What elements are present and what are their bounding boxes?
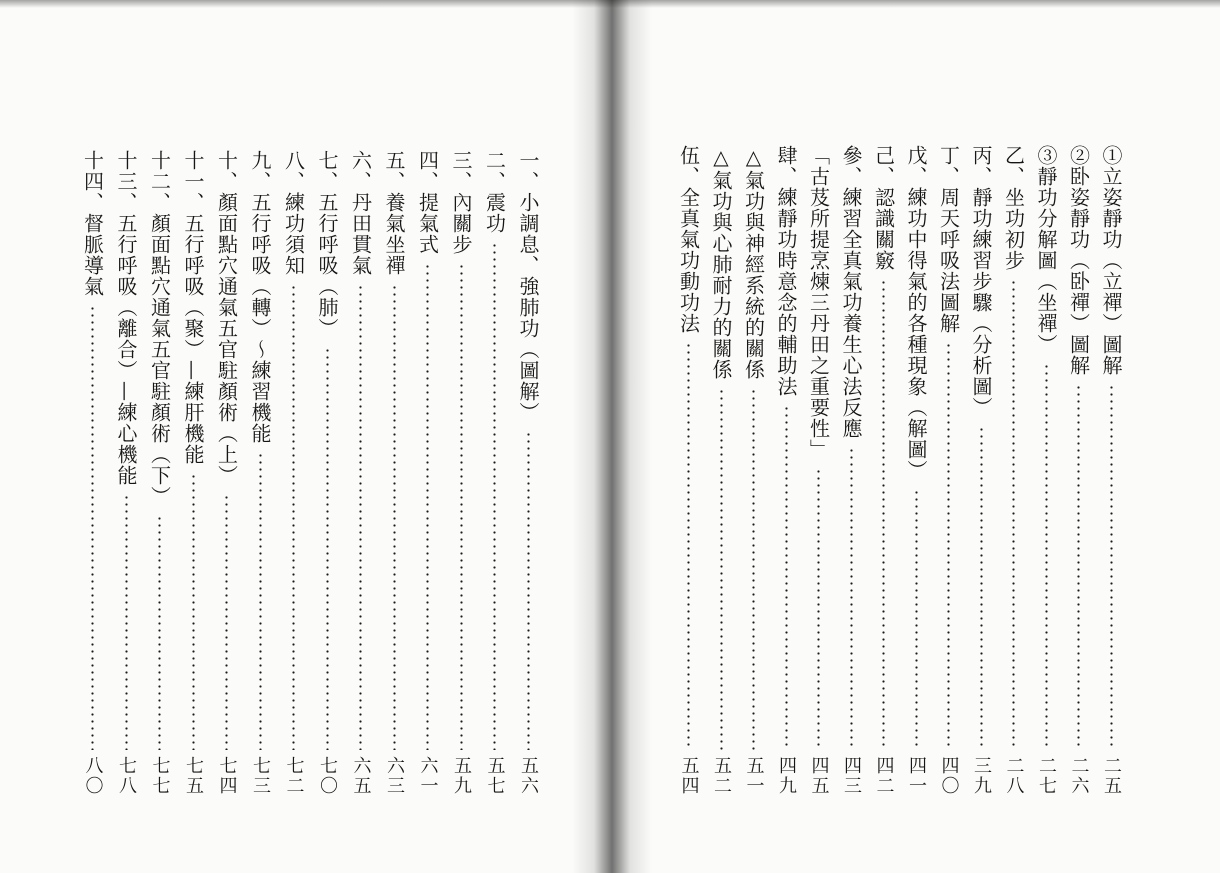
toc-entry-title: 七、五行呼吸（肺） (315, 150, 339, 339)
toc-entry-title: 乙、坐功初步 (1001, 145, 1026, 271)
toc-dot-leader (393, 284, 396, 750)
toc-entry (838, 145, 864, 800)
page-edge-shadow (0, 0, 612, 8)
toc-dot-leader (1077, 384, 1080, 750)
binding-gutter-shadow (572, 0, 612, 873)
toc-page-number: 四二 (873, 756, 895, 796)
toc-dot-leader (259, 452, 262, 750)
toc-dot-leader (225, 494, 228, 750)
toc-page-number: 五四 (678, 756, 700, 796)
toc-entry-title: 九、五行呼吸（轉）～練習機能 (248, 150, 272, 444)
toc-entry-title: 丙、靜功練習步驟（分析圖） (969, 145, 993, 418)
toc-page-number: 四〇 (938, 756, 960, 796)
toc-entry-title: ②卧姿靜功（卧禪）圖解 (1066, 145, 1091, 376)
toc-entry (348, 150, 374, 800)
right-page (612, 0, 1220, 873)
toc-page-number: 五六 (518, 756, 539, 796)
toc-dot-leader (125, 494, 128, 750)
toc-dot-leader (527, 431, 530, 750)
toc-dot-leader (359, 284, 362, 750)
toc-entry-title: 六、丹田貫氣 (348, 150, 373, 276)
toc-entry-title: △氣功與心肺耐力的關係 (709, 145, 733, 380)
toc-entry (180, 150, 206, 800)
toc-entry (247, 150, 273, 800)
toc-entry (281, 150, 307, 800)
toc-entry-title: 八、練功須知 (281, 150, 306, 276)
toc-page-number: 二八 (1003, 756, 1025, 796)
toc-page-number: 七四 (216, 756, 238, 796)
toc-dot-leader (817, 468, 820, 750)
toc-page-number: 七七 (149, 756, 171, 796)
toc-dot-leader (947, 342, 950, 750)
toc-entry (708, 145, 734, 800)
toc-entry-title: 三、內關步 (449, 150, 473, 255)
toc-entry (1033, 145, 1059, 800)
toc-entry-title: 丁、周天呼吸法圖解 (936, 145, 961, 334)
toc-dot-leader (158, 515, 161, 750)
toc-entry-title: 五、養氣坐禪 (382, 150, 406, 276)
toc-entry-title: △氣功與神經系統的關係 (741, 145, 766, 380)
toc-entry (515, 150, 541, 800)
toc-entry (871, 145, 897, 800)
toc-entry (214, 150, 240, 800)
toc-entry (147, 150, 173, 800)
toc-entry-title: 參、練習全真氣功養生心法反應 (839, 145, 863, 439)
toc-entry (903, 145, 929, 800)
toc-dot-leader (785, 405, 788, 750)
toc-page-number: 八〇 (82, 756, 104, 796)
toc-entry (1098, 145, 1124, 800)
toc-dot-leader (882, 279, 885, 750)
binding-gutter-shadow (612, 0, 652, 873)
toc-entry-title: 一、小調息、強肺功（圖解） (516, 150, 540, 423)
toc-dot-leader (326, 347, 329, 750)
toc-dot-leader (1110, 384, 1113, 750)
toc-entry-title: ①立姿靜功（立禪）圖解 (1099, 145, 1123, 376)
toc-dot-leader (292, 284, 295, 750)
toc-entry (1066, 145, 1092, 800)
toc-dot-leader (426, 263, 429, 750)
toc-entry (381, 150, 407, 800)
toc-entry-title: 十二、顏面點穴通氣五官駐顏術（下） (147, 150, 172, 507)
toc-dot-leader (980, 426, 983, 750)
toc-page-number: 七三 (250, 756, 271, 796)
toc-page-number: 六五 (350, 756, 372, 796)
toc-page-number: 七五 (183, 756, 204, 796)
toc-page-number: 二七 (1036, 756, 1057, 796)
toc-dot-leader (687, 342, 690, 750)
toc-page-number: 五九 (451, 756, 472, 796)
toc-entry (80, 150, 106, 800)
toc-entry (314, 150, 340, 800)
toc-entry-title: 十四、督脈導氣 (80, 150, 105, 297)
toc-page-number: 二六 (1068, 756, 1090, 796)
toc-dot-leader (91, 305, 94, 750)
page-edge-shadow (612, 0, 1220, 8)
toc-page-number: 四五 (808, 756, 830, 796)
toc-entry-title: ③靜功分解圖（坐禪） (1034, 145, 1058, 355)
toc-entry (806, 145, 832, 800)
toc-entry-title: 「古芨所提烹煉三丹田之重要性」 (806, 145, 831, 460)
toc-entry (482, 150, 508, 800)
toc-page-number: 六三 (384, 756, 405, 796)
toc-entry-title: 二、震功 (482, 150, 507, 234)
toc-page-number: 七二 (283, 756, 305, 796)
toc-entry (968, 145, 994, 800)
toc-dot-leader (1045, 363, 1048, 750)
toc-entry-title: 伍、全真氣功動功法 (676, 145, 701, 334)
toc-entry-title: 四、提氣式 (415, 150, 440, 255)
toc-entry-title: 十、顏面點穴通氣五官駐顏術（上） (214, 150, 239, 486)
toc-entry (676, 145, 702, 800)
toc-entry-title: 十三、五行呼吸（離合）—練心機能 (114, 150, 138, 486)
toc-dot-leader (192, 473, 195, 750)
toc-entry (741, 145, 767, 800)
toc-dot-leader (720, 388, 723, 750)
toc-page-number: 三九 (971, 756, 992, 796)
toc-entry (448, 150, 474, 800)
toc-entry (1001, 145, 1027, 800)
toc-entry-title: 己、認識關竅 (871, 145, 896, 271)
toc-dot-leader (850, 447, 853, 750)
toc-entry (773, 145, 799, 800)
toc-dot-leader (1012, 279, 1015, 750)
toc-entry-title: 肆、練靜功時意念的輔助法 (774, 145, 798, 397)
toc-dot-leader (493, 242, 496, 750)
toc-page-number: 五七 (484, 756, 506, 796)
toc-entry (113, 150, 139, 800)
toc-page-number: 四一 (906, 756, 927, 796)
toc-page-number: 五二 (711, 756, 732, 796)
toc-entry-title: 十一、五行呼吸（聚）—練肝機能 (181, 150, 205, 465)
toc-page-number: 七八 (116, 756, 137, 796)
toc-page-number: 五一 (743, 756, 765, 796)
toc-page-number: 二五 (1101, 756, 1122, 796)
toc-entry (936, 145, 962, 800)
toc-page-number: 四九 (776, 756, 797, 796)
toc-page-number: 四三 (841, 756, 862, 796)
toc-dot-leader (915, 489, 918, 750)
toc-page-number: 七〇 (317, 756, 338, 796)
toc-dot-leader (752, 388, 755, 750)
toc-dot-leader (460, 263, 463, 750)
toc-entry (415, 150, 441, 800)
toc-entry-title: 戊、練功中得氣的各種現象（解圖） (904, 145, 928, 481)
toc-page-number: 六一 (417, 756, 439, 796)
